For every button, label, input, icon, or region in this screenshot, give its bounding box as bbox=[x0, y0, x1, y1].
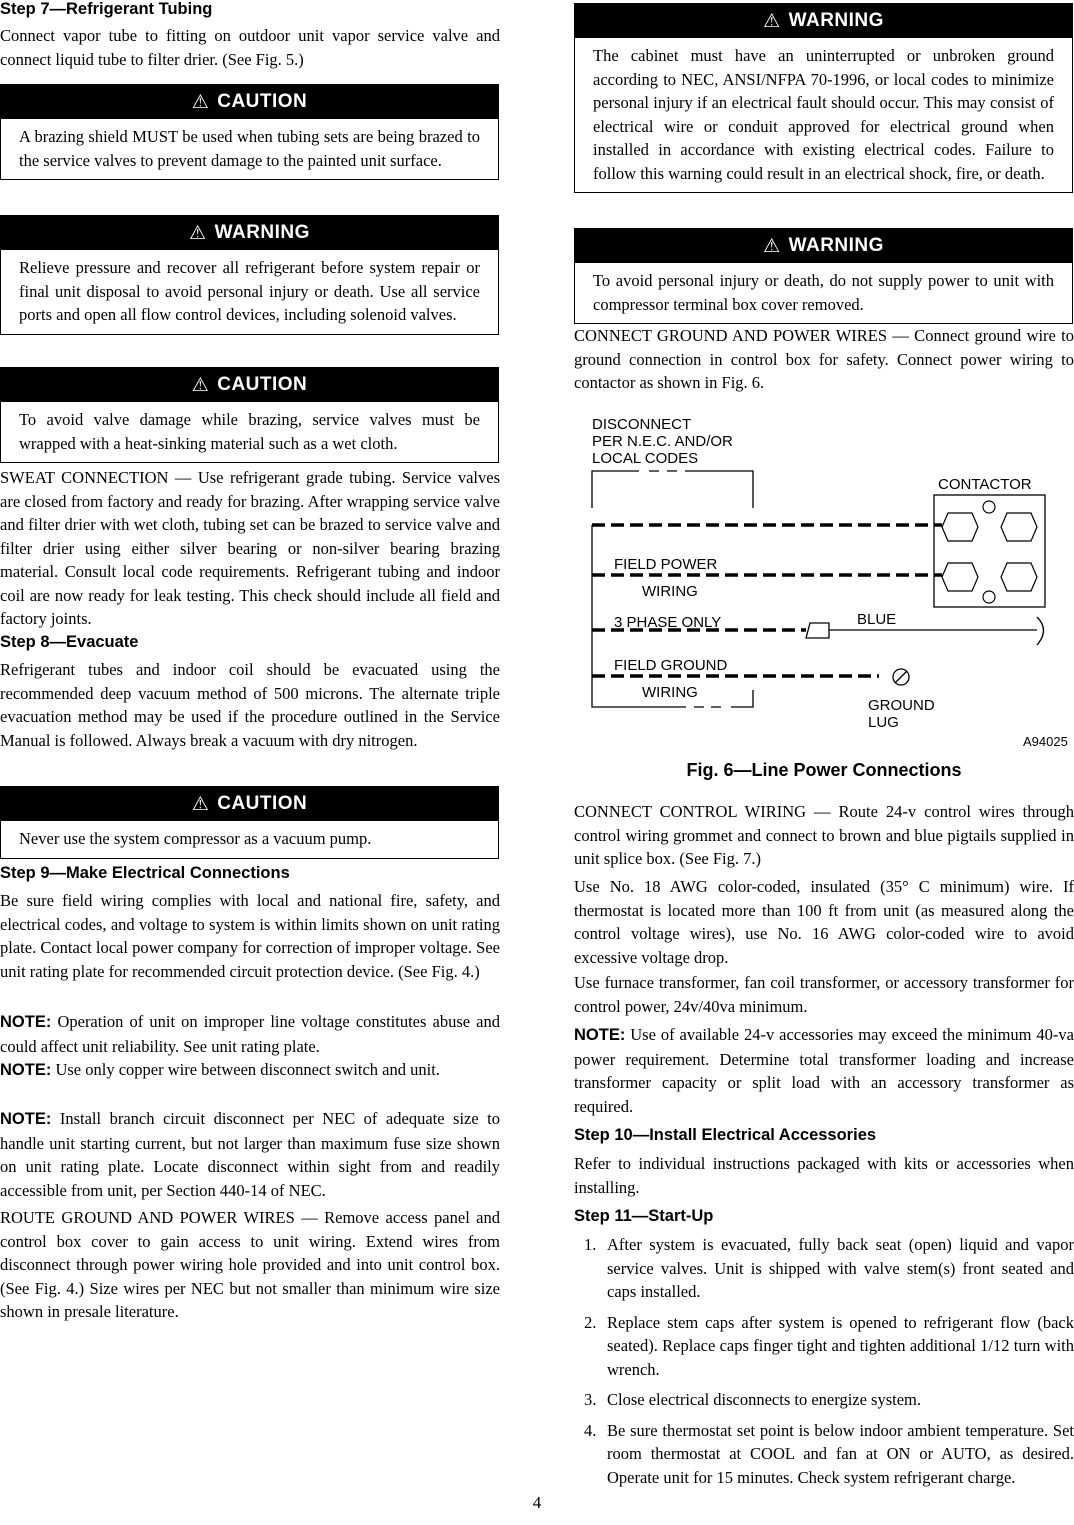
caution-banner: ⚠ CAUTION bbox=[1, 85, 498, 119]
warning-triangle-icon: ⚠ bbox=[189, 222, 207, 244]
caution-box-2 bbox=[0, 367, 499, 463]
step9-text: Be sure field wiring complies with local and national fire, safety, and electrical codes, and voltage to system is within limits shown on unit rating plate. Contact local power company for correction of improper voltage. See unit rating plate for recommended circuit protection device. (See Fig. 4.) bbox=[0, 891, 500, 981]
warning-box-3 bbox=[574, 228, 1073, 324]
wire-nut-icon bbox=[806, 623, 829, 638]
field-ground-label-2: WIRING bbox=[642, 684, 698, 701]
contactor-lug-icon bbox=[1001, 513, 1037, 541]
awg-text: Use No. 18 AWG color-coded, insulated (35° C minimum) wire. If thermostat is located more than 100 ft from unit (as measured along the control voltage wires), use No. 16 AWG color-coded wire to avoid excessive voltage drop. bbox=[574, 877, 1074, 967]
warning-banner: ⚠ WARNING bbox=[575, 229, 1072, 263]
three-phase-label: 3 PHASE ONLY bbox=[614, 614, 722, 631]
warning-banner: ⚠ WARNING bbox=[575, 4, 1072, 38]
note-4: NOTE: Use of available 24-v accessories may exceed the minimum 40-va power requirement. Determine total transformer loading and increase transformer capacity or split load with an accessory transformer as required. bbox=[574, 1025, 1074, 1116]
step11-heading: Step 11—Start-Up bbox=[574, 1207, 714, 1225]
sweat-connection-text: SWEAT CONNECTION — Use refrigerant grade tubing. Service valves are closed from factory and ready for brazing. After wrapping service valve and filter drier with wet cloth, tubing set can be brazed to service valve and filter drier using either silver bearing or non-silver bearing brazing material. Consult local code requirements. Refrigerant tubing and indoor coil are now ready for leak testing. This check should include all field and factory joints. bbox=[0, 468, 500, 628]
list-item: 4. Be sure thermostat set point is below indoor ambient temperature. Set room thermostat at COOL and fan at ON or AUTO, as desired. Operate unit for 15 minutes. Check system refrigerant charge. bbox=[584, 1420, 1074, 1487]
contactor-lug-icon bbox=[942, 513, 978, 541]
caution-banner: ⚠ CAUTION bbox=[1, 787, 498, 821]
warning-triangle-icon: ⚠ bbox=[191, 91, 210, 113]
caution-text: A brazing shield MUST be used when tubing sets are being brazed to the service valves to prevent damage to the painted unit surface. bbox=[19, 127, 480, 170]
caution-text: Never use the system compressor as a vacuum pump. bbox=[19, 829, 372, 848]
contactor-terminal-icon bbox=[983, 501, 995, 513]
route-wires-text: ROUTE GROUND AND POWER WIRES — Remove access panel and control box cover to gain access to unit wiring. Extend wires from disconnect through power wiring hole provided and into unit control box. (See Fig. 4.) Size wires per NEC but not smaller than minimum wire size shown in presale literature. bbox=[0, 1208, 500, 1321]
line-power-diagram bbox=[574, 405, 1074, 750]
contactor-lug-icon bbox=[942, 563, 978, 591]
caution-text: To avoid valve damage while brazing, service valves must be wrapped with a heat-sinking material such as a wet cloth. bbox=[19, 410, 480, 453]
step8-text: Refrigerant tubes and indoor coil should be evacuated using the recommended deep vacuum method of 500 microns. The alternate triple evacuation method may be used if the procedure outlined in the Service Manual is followed. Always break a vacuum with dry nitrogen. bbox=[0, 660, 500, 750]
step7-text: Connect vapor tube to fitting on outdoor unit vapor service valve and connect liquid tube to filter drier. (See Fig. 5.) bbox=[0, 26, 500, 69]
connect-ground-text: CONNECT GROUND AND POWER WIRES — Connect ground wire to ground connection in control box for safety. Connect power wiring to contactor as shown in Fig. 6. bbox=[574, 326, 1074, 392]
startup-list bbox=[574, 1233, 1074, 1489]
caution-box-1 bbox=[0, 84, 499, 180]
field-power-label-2: WIRING bbox=[642, 583, 698, 600]
caution-box-3 bbox=[0, 786, 499, 859]
figure-id: A94025 bbox=[1023, 734, 1068, 749]
list-item: 1. After system is evacuated, fully back seat (open) liquid and vapor service valves. Unit is shipped with valve stem(s) front seated and caps installed. bbox=[584, 1235, 1074, 1301]
warning-box-2 bbox=[574, 3, 1073, 193]
list-item: 2. Replace stem caps after system is opened to refrigerant flow (back seated). Replace caps finger tight and tighten additional 1/12 turn with wrench. bbox=[584, 1312, 1074, 1379]
warning-banner: ⚠ WARNING bbox=[1, 216, 498, 250]
step10-heading: Step 10—Install Electrical Accessories bbox=[574, 1126, 877, 1144]
warning-triangle-icon: ⚠ bbox=[763, 10, 781, 32]
contactor-lug-icon bbox=[1001, 563, 1037, 591]
disconnect-label-1: DISCONNECT bbox=[592, 416, 692, 433]
contactor-box bbox=[934, 495, 1045, 607]
warning-text: The cabinet must have an uninterrupted or unbroken ground according to NEC, ANSI/NFPA 70-1996, or local codes to minimize personal injury if an electrical fault should occur. This may consist of electrical wire or conduit approved for electrical ground when installed in accordance with existing electrical codes. Failure to follow this warning could result in an electrical shock, fire, or death. bbox=[593, 46, 1054, 183]
control-wiring-text: CONNECT CONTROL WIRING — Route 24-v control wires through control wiring grommet and connect to brown and blue pigtails supplied in unit splice box. (See Fig. 7.) bbox=[574, 802, 1074, 868]
warning-text: To avoid personal injury or death, do not supply power to unit with compressor terminal box cover removed. bbox=[593, 271, 1054, 314]
note-2: NOTE: Use only copper wire between disconnect switch and unit. bbox=[0, 1060, 440, 1079]
caution-banner: ⚠ CAUTION bbox=[1, 368, 498, 402]
disconnect-label-2: PER N.E.C. AND/OR bbox=[592, 433, 733, 450]
contactor-terminal-icon bbox=[983, 591, 995, 603]
step7-heading: Step 7—Refrigerant Tubing bbox=[0, 0, 213, 18]
step9-heading: Step 9—Make Electrical Connections bbox=[0, 864, 290, 882]
page-number: 4 bbox=[532, 1493, 542, 1512]
field-power-label-1: FIELD POWER bbox=[614, 556, 718, 573]
contactor-label: CONTACTOR bbox=[938, 476, 1032, 493]
warning-triangle-icon: ⚠ bbox=[191, 374, 210, 396]
ground-lug-label-1: GROUND bbox=[868, 697, 935, 714]
figure-caption: Fig. 6—Line Power Connections bbox=[686, 760, 962, 780]
pigtail-end-icon bbox=[1037, 617, 1044, 645]
disconnect-label-3: LOCAL CODES bbox=[592, 450, 699, 467]
blue-label: BLUE bbox=[857, 611, 897, 628]
note-1: NOTE: Operation of unit on improper line voltage constitutes abuse and could affect unit reliability. See unit rating plate. bbox=[0, 1012, 500, 1056]
warning-triangle-icon: ⚠ bbox=[763, 235, 781, 257]
field-ground-label-1: FIELD GROUND bbox=[614, 657, 728, 674]
warning-triangle-icon: ⚠ bbox=[191, 793, 210, 815]
warning-box-1 bbox=[0, 215, 499, 335]
list-item: 3. Close electrical disconnects to energize system. bbox=[584, 1390, 922, 1409]
warning-text: Relieve pressure and recover all refrigerant before system repair or final unit disposal to avoid personal injury or death. Use all service ports and open all flow control devices, including solenoid valves. bbox=[19, 258, 480, 324]
ground-lug-label-2: LUG bbox=[868, 714, 899, 731]
transformer-text: Use furnace transformer, fan coil transformer, or accessory transformer for control power, 24v/40va minimum. bbox=[574, 973, 1074, 1016]
step8-heading: Step 8—Evacuate bbox=[0, 633, 139, 651]
note-3: NOTE: Install branch circuit disconnect per NEC of adequate size to handle unit starting current, but not larger than maximum fuse size shown on unit rating plate. Locate disconnect within sight from and readily accessible from unit, per Section 440-14 of NEC. bbox=[0, 1109, 501, 1200]
step10-text: Refer to individual instructions packaged with kits or accessories when installing. bbox=[574, 1154, 1074, 1197]
